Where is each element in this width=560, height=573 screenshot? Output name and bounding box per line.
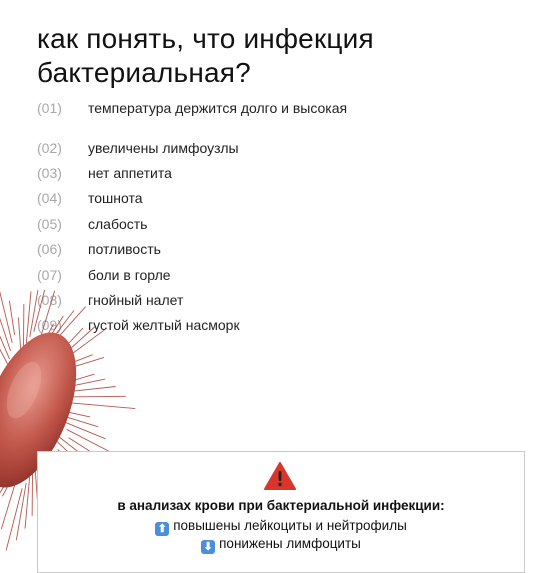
item-text: увеличены лимфоузлы xyxy=(88,142,348,155)
page-title: как понять, что инфекция бактериальная? xyxy=(37,22,517,90)
item-number: (08) xyxy=(37,294,62,307)
item-number: (01) xyxy=(37,102,62,115)
item-number: (07) xyxy=(37,269,62,282)
item-number: (03) xyxy=(37,167,62,180)
blood-test-alert xyxy=(37,451,525,573)
item-number: (06) xyxy=(37,243,62,256)
alert-line-text: понижены лимфоциты xyxy=(219,536,361,551)
item-text: слабость xyxy=(88,218,348,231)
item-number: (05) xyxy=(37,218,62,231)
item-text: гнойный налет xyxy=(88,294,348,307)
item-text: потливость xyxy=(88,243,348,256)
alert-heading: в анализах крови при бактериальной инфекции: xyxy=(38,498,524,513)
up-arrow-icon: ⬆ xyxy=(155,522,169,536)
warning-icon xyxy=(264,462,296,490)
item-text: густой желтый насморк xyxy=(88,319,348,332)
alert-line-text: повышены лейкоциты и нейтрофилы xyxy=(173,518,407,533)
item-text: тошнота xyxy=(88,192,348,205)
item-text: температура держится долго и высокая xyxy=(88,102,348,115)
item-text: боли в горле xyxy=(88,269,348,282)
item-number: (09) xyxy=(37,319,62,332)
item-number: (04) xyxy=(37,192,62,205)
alert-line-increase xyxy=(38,518,524,536)
item-text: нет аппетита xyxy=(88,167,348,180)
down-arrow-icon: ⬇ xyxy=(201,540,215,554)
item-number: (02) xyxy=(37,142,62,155)
alert-line-decrease xyxy=(38,536,524,554)
